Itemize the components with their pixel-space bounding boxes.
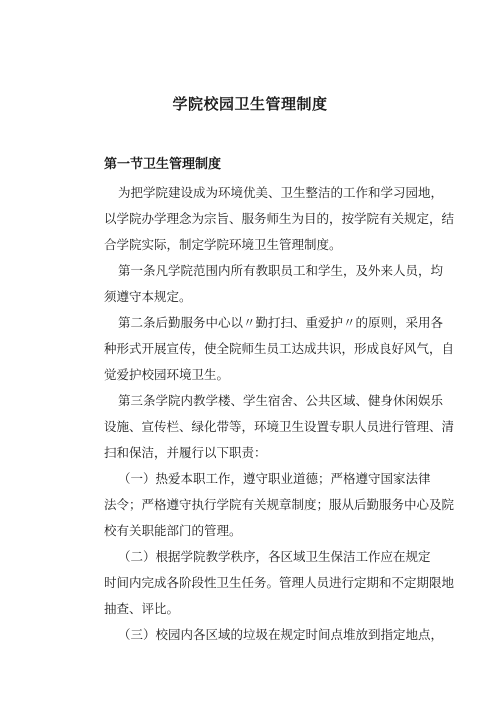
paragraph-line: （二）根据学院教学秩序，各区域卫生保洁工作应在规定 <box>118 549 431 564</box>
paragraph-line: （三）校园内各区域的垃圾在规定时间点堆放到指定地点， <box>118 627 444 642</box>
paragraph-line: 第一条凡学院范围内所有教职员工和学生，及外来人员，均 <box>118 263 444 278</box>
paragraph-line: 觉爱护校园环境卫生。 <box>104 367 230 382</box>
paragraph-line: 以学院办学理念为宗旨、服务师生为目的，按学院有关规定，结 <box>104 211 455 226</box>
paragraph-line: 校有关职能部门的管理。 <box>104 523 242 538</box>
document-title: 学院校园卫生管理制度 <box>172 95 328 113</box>
paragraph-line: 须遵守本规定。 <box>104 289 192 304</box>
paragraph-line: 合学院实际，制定学院环境卫生管理制度。 <box>104 237 342 252</box>
paragraph-line: （一）热爱本职工作，遵守职业道德；严格遵守国家法律 <box>118 471 431 486</box>
paragraph-line: 第三条学院内教学楼、学生宿舍、公共区域、健身休闲娱乐 <box>118 393 444 408</box>
paragraph-line: 时间内完成各阶段性卫生任务。管理人员进行定期和不定期限地 <box>104 575 455 590</box>
paragraph-line: 为把学院建设成为环境优美、卫生整洁的工作和学习园地， <box>118 185 444 200</box>
paragraph-line: 抽查、评比。 <box>104 601 180 616</box>
paragraph-line: 种形式开展宣传，使全院师生员工达成共识，形成良好风气，自 <box>104 341 455 356</box>
paragraph-line: 扫和保洁，并履行以下职责： <box>104 445 267 460</box>
paragraph-line: 第二条后勤服务中心以〃勤打扫、重爱护〃的原则，采用各 <box>118 315 444 330</box>
section-heading: 第一节卫生管理制度 <box>104 157 222 172</box>
paragraph-line: 法令；严格遵守执行学院有关规章制度；服从后勤服务中心及院 <box>104 497 455 512</box>
paragraph-line: 设施、宣传栏、绿化带等，环境卫生设置专职人员进行管理、清 <box>104 419 455 434</box>
